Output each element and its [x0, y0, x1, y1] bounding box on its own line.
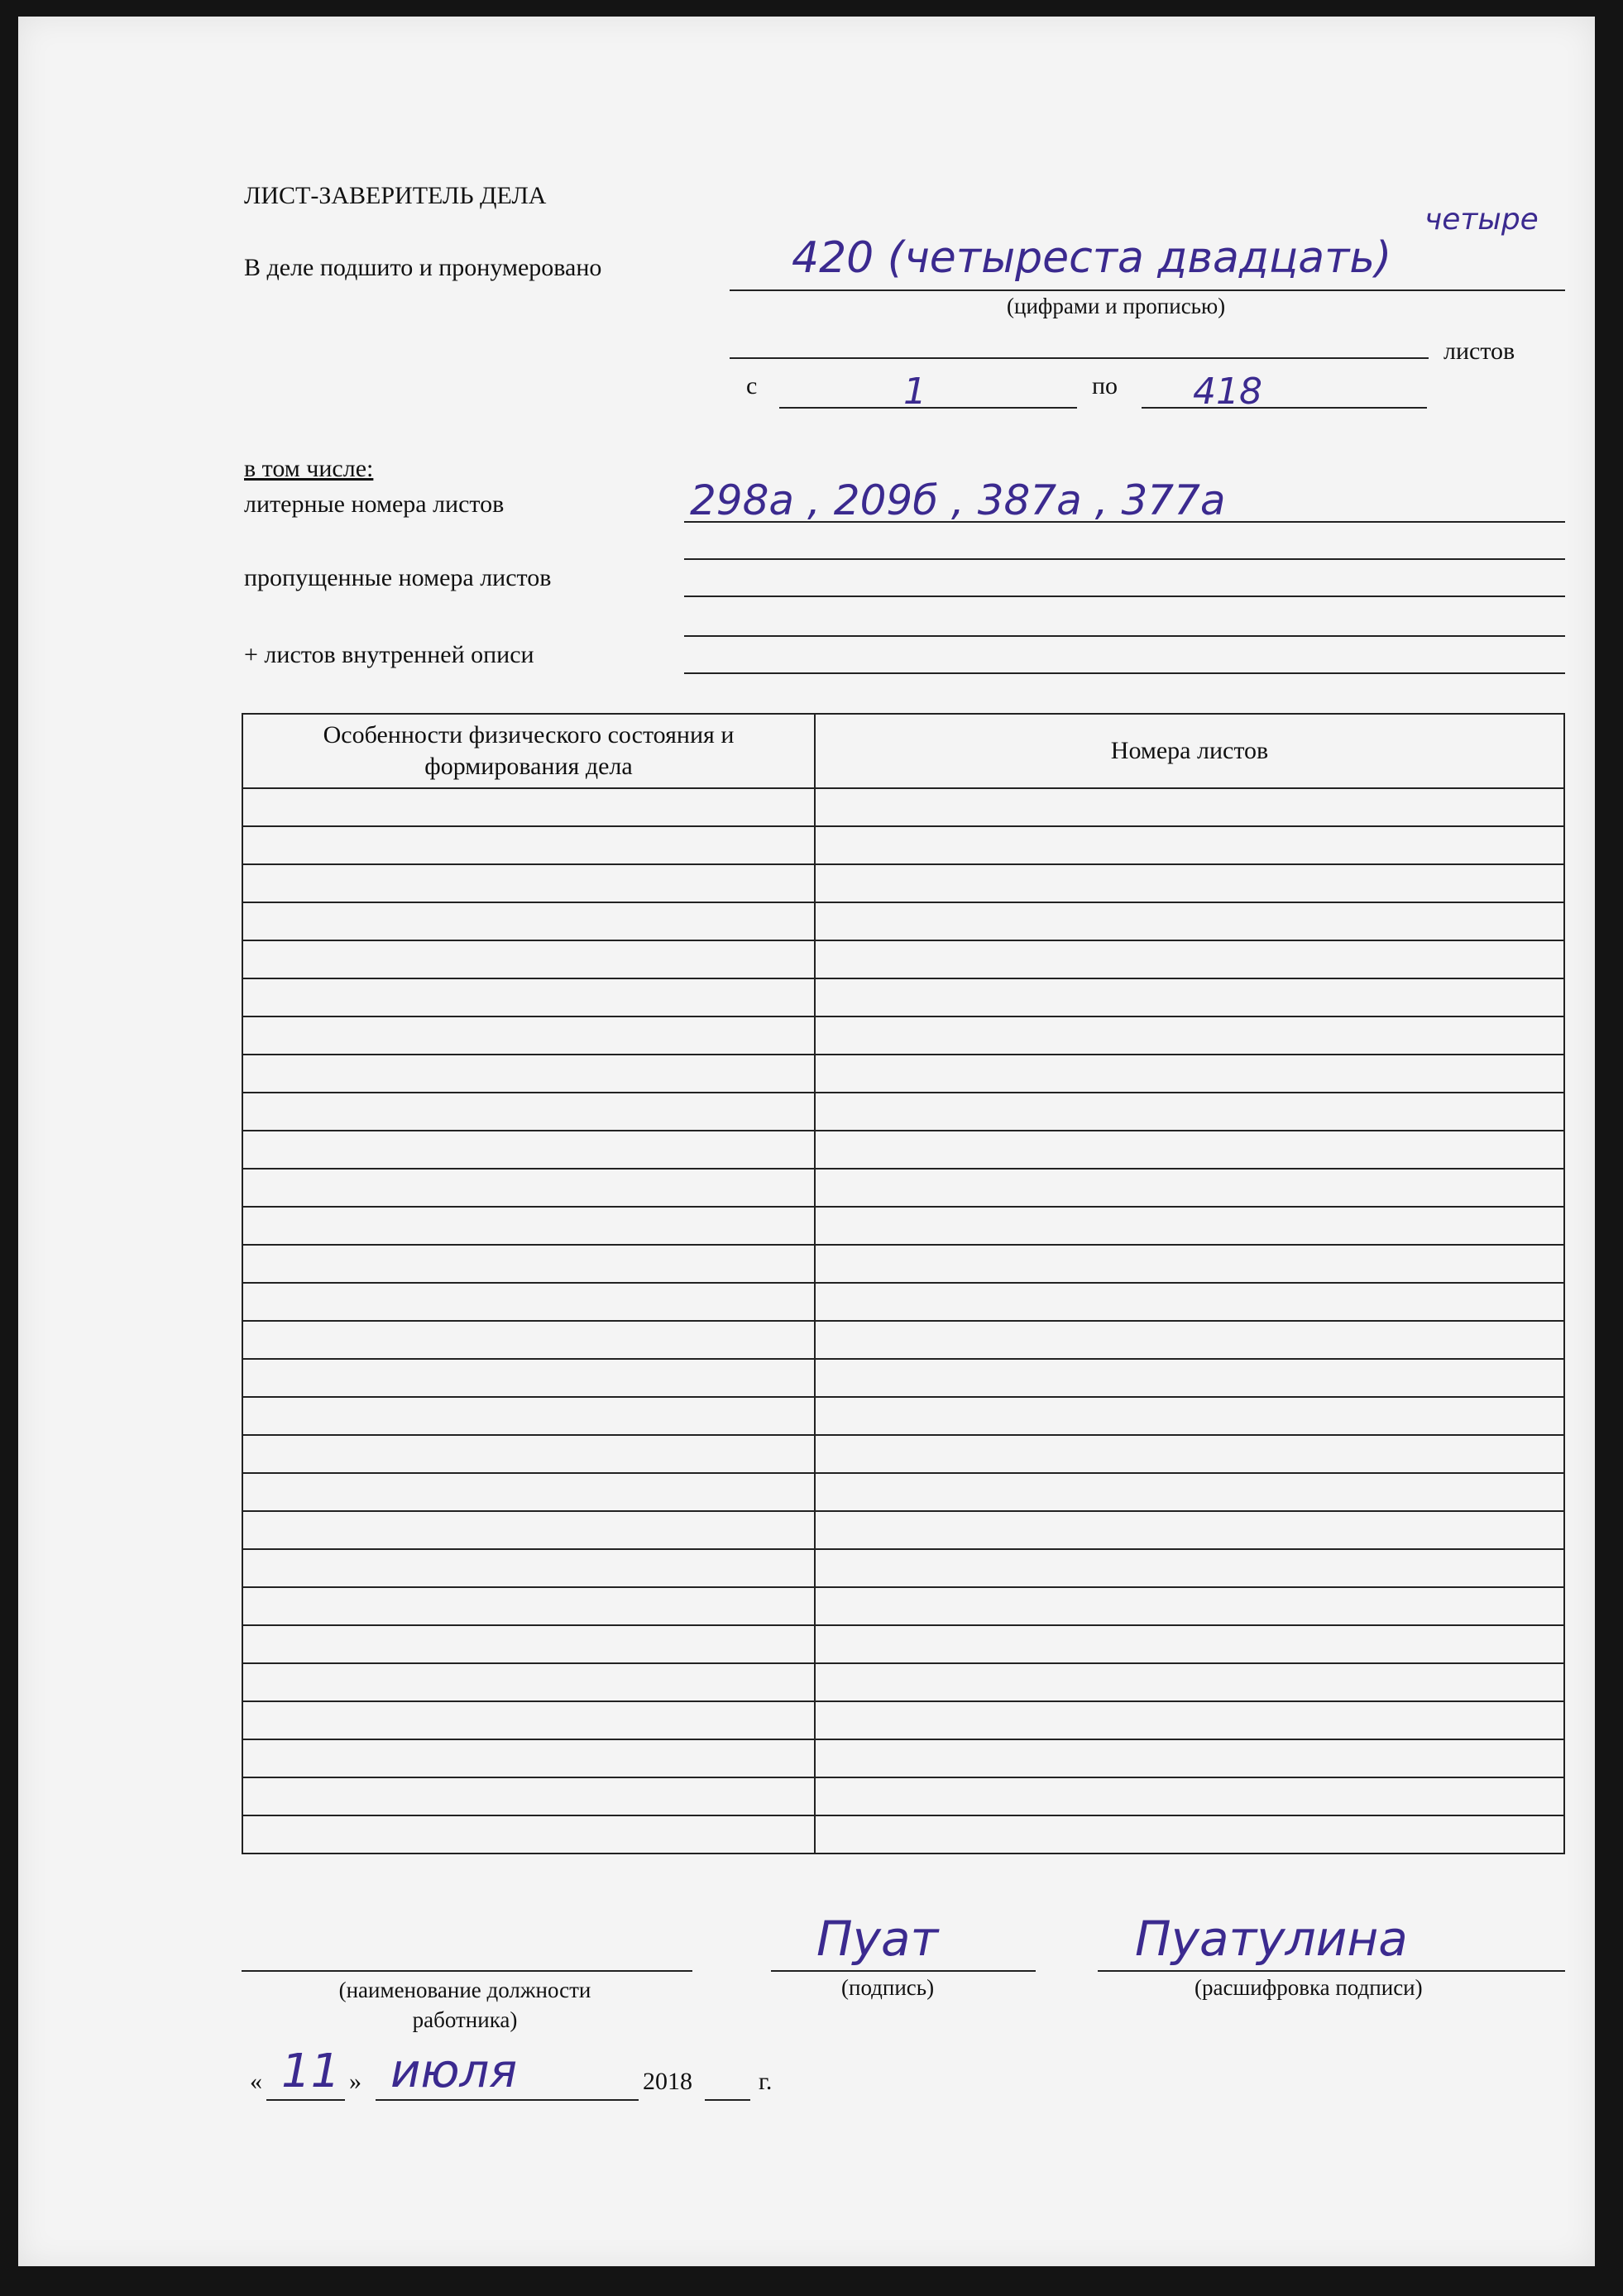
table-row: [242, 1549, 1564, 1587]
feature-cell: [242, 1815, 815, 1854]
table-header-row: [242, 714, 1564, 788]
feature-cell: [242, 1701, 815, 1739]
table-row: [242, 940, 1564, 978]
feature-cell: [242, 1283, 815, 1321]
sheet-numbers-cell: [815, 1663, 1564, 1701]
lettered-label: литерные номера листов: [244, 490, 505, 518]
date-day: 11: [281, 2045, 341, 2098]
table-row: [242, 1815, 1564, 1854]
feature-cell: [242, 826, 815, 864]
sheet-numbers-cell: [815, 1131, 1564, 1169]
sheet-numbers-cell: [815, 1739, 1564, 1777]
signature-caption: (подпись): [841, 1975, 935, 2000]
table-row: [242, 1321, 1564, 1359]
sheet-numbers-cell: [815, 1245, 1564, 1283]
feature-cell: [242, 788, 815, 826]
document-sheet: [18, 17, 1595, 2266]
date-day-line: [266, 2099, 345, 2101]
date-year: 2018: [643, 2068, 692, 2095]
sheet-numbers-cell: [815, 940, 1564, 978]
position-caption: (наименование должности работника): [338, 1978, 591, 2032]
sheet-numbers-cell: [815, 1777, 1564, 1815]
feature-cell: [242, 1473, 815, 1511]
feature-cell: [242, 1663, 815, 1701]
table-row: [242, 1093, 1564, 1131]
table-row: [242, 978, 1564, 1016]
table-row: [242, 1625, 1564, 1663]
lettered-line-2: [684, 558, 1565, 560]
from-label: с: [746, 372, 758, 399]
inventory-label: + листов внутренней описи: [244, 641, 534, 668]
form-title: ЛИСТ-ЗАВЕРИТЕЛЬ ДЕЛА: [244, 182, 547, 209]
feature-cell: [242, 1587, 815, 1625]
sewn-value: 420 (четыреста двадцать): [792, 233, 1392, 283]
sheet-numbers-cell: [815, 1321, 1564, 1359]
feature-cell: [242, 1777, 815, 1815]
sheet-numbers-cell: [815, 1435, 1564, 1473]
sheet-numbers-cell: [815, 1625, 1564, 1663]
missing-label: пропущенные номера листов: [244, 564, 552, 591]
feature-cell: [242, 1207, 815, 1245]
date-suffix: г.: [759, 2068, 773, 2095]
sheet-numbers-cell: [815, 1701, 1564, 1739]
date-open-quote: «: [250, 2068, 262, 2095]
from-line: [779, 407, 1077, 409]
table-row: [242, 1207, 1564, 1245]
sheet-numbers-cell: [815, 1359, 1564, 1397]
table-row: [242, 1511, 1564, 1549]
to-line: [1142, 407, 1427, 409]
signature-value: Пуат: [816, 1911, 939, 1967]
digits-caption: (цифрами и прописью): [1007, 294, 1226, 318]
table-row: [242, 1245, 1564, 1283]
decoding-line: [1098, 1970, 1565, 1972]
table-row: [242, 1777, 1564, 1815]
date-close-quote: »: [349, 2068, 361, 2095]
sheet-numbers-cell: [815, 1549, 1564, 1587]
feature-cell: [242, 1739, 815, 1777]
feature-cell: [242, 1321, 815, 1359]
sheet-numbers-cell: [815, 864, 1564, 902]
sewn-label: В деле подшито и пронумеровано: [244, 254, 602, 281]
sheet-numbers-cell: [815, 902, 1564, 940]
feature-cell: [242, 1549, 815, 1587]
missing-line-2: [684, 635, 1565, 637]
sheet-numbers-cell: [815, 1169, 1564, 1207]
col-features-header: Особенности физического состояния и формирования дела: [242, 714, 815, 788]
table-row: [242, 1397, 1564, 1435]
position-line: [242, 1970, 692, 1972]
table-row: [242, 1739, 1564, 1777]
sheet-numbers-cell: [815, 1283, 1564, 1321]
sheet-numbers-cell: [815, 1473, 1564, 1511]
table-row: [242, 826, 1564, 864]
feature-cell: [242, 1245, 815, 1283]
table-row: [242, 788, 1564, 826]
feature-cell: [242, 1131, 815, 1169]
sheet-numbers-cell: [815, 1207, 1564, 1245]
condition-table-body: [242, 788, 1564, 1854]
date-month-line: [376, 2099, 639, 2101]
lettered-value: 298а , 209б , 387а , 377а: [690, 476, 1226, 524]
feature-cell: [242, 1055, 815, 1093]
sheet-numbers-cell: [815, 978, 1564, 1016]
feature-cell: [242, 1511, 815, 1549]
sewn-correction: четыре: [1424, 203, 1539, 237]
feature-cell: [242, 978, 815, 1016]
decoding-value: Пуатулина: [1135, 1911, 1408, 1967]
sheet-numbers-cell: [815, 1587, 1564, 1625]
feature-cell: [242, 902, 815, 940]
feature-cell: [242, 1625, 815, 1663]
sheet-numbers-cell: [815, 1397, 1564, 1435]
sheets-line: [730, 357, 1429, 359]
signature-line: [771, 1970, 1036, 1972]
feature-cell: [242, 1016, 815, 1055]
table-row: [242, 902, 1564, 940]
feature-cell: [242, 1359, 815, 1397]
to-value: 418: [1193, 371, 1262, 413]
table-row: [242, 1131, 1564, 1169]
to-label: по: [1092, 372, 1118, 399]
sheet-numbers-cell: [815, 1815, 1564, 1854]
date-year-line: [705, 2099, 750, 2101]
table-row: [242, 1359, 1564, 1397]
sheet-numbers-cell: [815, 788, 1564, 826]
feature-cell: [242, 1169, 815, 1207]
table-row: [242, 1701, 1564, 1739]
table-row: [242, 1283, 1564, 1321]
feature-cell: [242, 940, 815, 978]
col-sheet-numbers-header: Номера листов: [815, 714, 1564, 788]
sheet-numbers-cell: [815, 1016, 1564, 1055]
feature-cell: [242, 864, 815, 902]
condition-table: [242, 713, 1565, 1854]
including-label: в том числе:: [244, 455, 374, 482]
table-row: [242, 1473, 1564, 1511]
missing-line: [684, 596, 1565, 597]
sheet-numbers-cell: [815, 1055, 1564, 1093]
sheet-numbers-cell: [815, 1511, 1564, 1549]
decoding-caption: (расшифровка подписи): [1195, 1975, 1423, 2000]
inventory-line: [684, 672, 1565, 674]
feature-cell: [242, 1397, 815, 1435]
table-row: [242, 1663, 1564, 1701]
table-row: [242, 1587, 1564, 1625]
table-row: [242, 1016, 1564, 1055]
date-month: июля: [390, 2045, 518, 2098]
table-row: [242, 1435, 1564, 1473]
feature-cell: [242, 1093, 815, 1131]
sewn-line: [730, 289, 1565, 291]
sheet-numbers-cell: [815, 1093, 1564, 1131]
feature-cell: [242, 1435, 815, 1473]
table-row: [242, 864, 1564, 902]
sheet-numbers-cell: [815, 826, 1564, 864]
from-value: 1: [903, 371, 926, 413]
table-row: [242, 1055, 1564, 1093]
sheets-label: листов: [1443, 337, 1515, 365]
table-row: [242, 1169, 1564, 1207]
